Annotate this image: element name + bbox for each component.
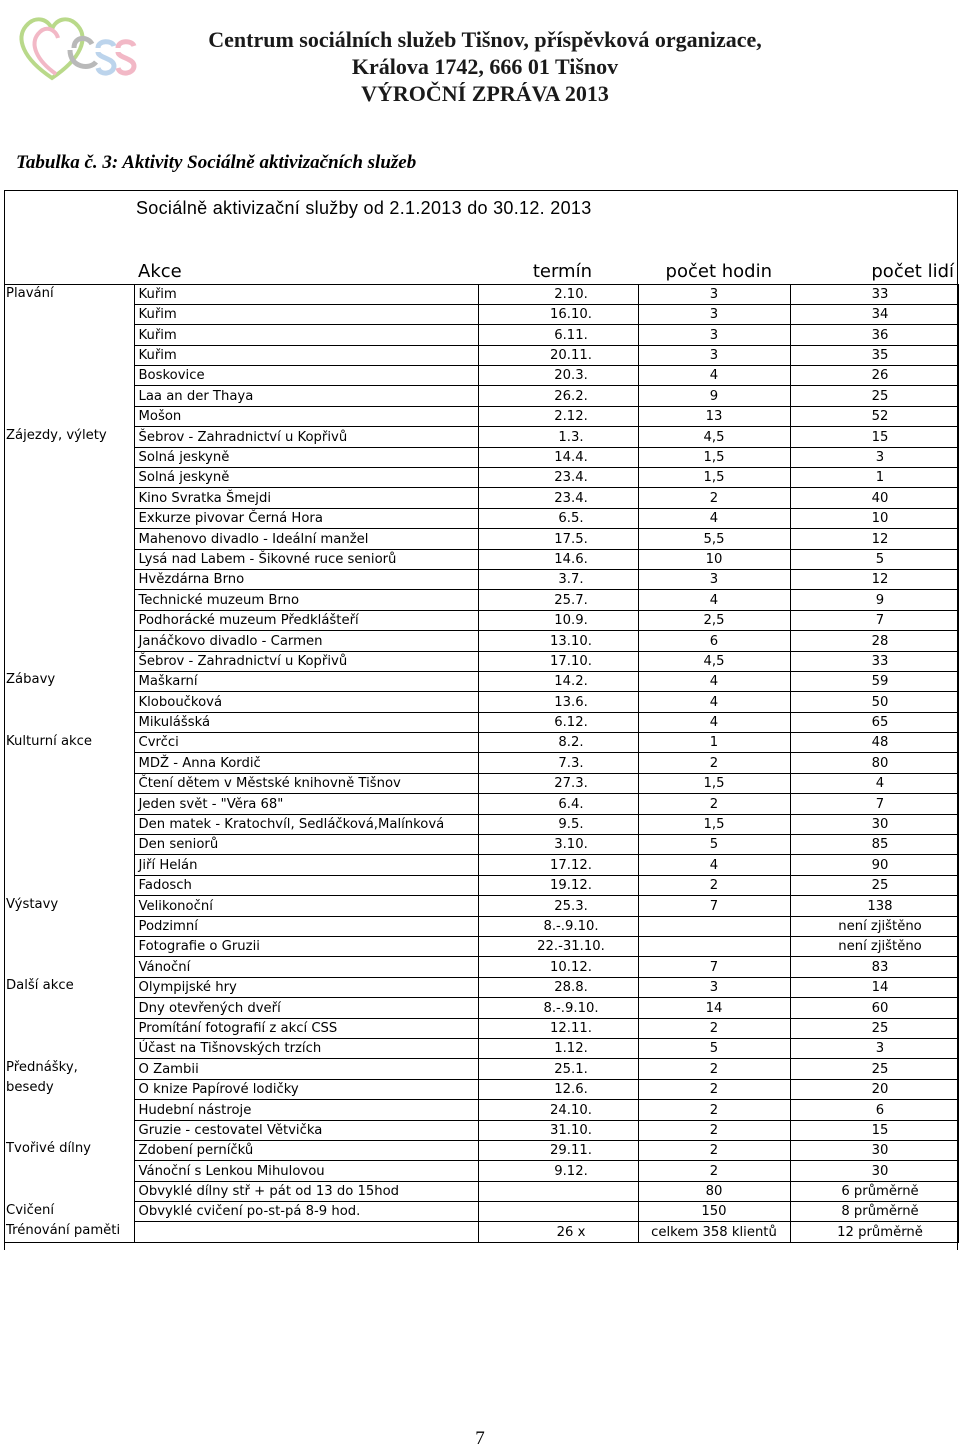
table-row xyxy=(4,671,958,691)
people-cell: 8 průměrně xyxy=(790,1202,958,1222)
activity-cell: O knize Papírové lodičky xyxy=(134,1079,478,1099)
category-cell: Plavání xyxy=(6,285,54,301)
activity-cell: Kloboučková xyxy=(134,692,478,712)
activity-cell: Vánoční xyxy=(134,957,478,977)
people-cell: 9 xyxy=(790,590,958,610)
category-cell xyxy=(4,549,134,569)
hours-cell: 13 xyxy=(638,406,790,426)
activity-cell: Maškarní xyxy=(134,671,478,691)
hours-cell: celkem 358 klientů xyxy=(638,1222,790,1242)
activity-cell xyxy=(134,1222,478,1242)
table-row xyxy=(4,712,958,732)
table-row xyxy=(4,1079,958,1099)
table-row xyxy=(4,631,958,651)
people-cell: 12 xyxy=(790,529,958,549)
hours-cell: 10 xyxy=(638,549,790,569)
document-header xyxy=(140,26,830,107)
date-cell: 28.8. xyxy=(478,977,638,997)
hours-cell: 2 xyxy=(638,1140,790,1160)
people-cell: 59 xyxy=(790,671,958,691)
activity-cell: Hvězdárna Brno xyxy=(134,569,478,589)
table-row xyxy=(4,957,958,977)
table-body xyxy=(4,284,958,1242)
category-cell xyxy=(4,304,134,324)
activity-cell: Čtení dětem v Městské knihovně Tišnov xyxy=(134,773,478,793)
category-cell xyxy=(4,529,134,549)
category-cell xyxy=(4,1120,134,1140)
date-cell: 6.12. xyxy=(478,712,638,732)
table-row xyxy=(4,610,958,630)
table-row xyxy=(4,814,958,834)
date-cell: 13.10. xyxy=(478,631,638,651)
hours-cell: 3 xyxy=(638,284,790,304)
hours-cell: 4 xyxy=(638,855,790,875)
activity-cell: Hudební nástroje xyxy=(134,1100,478,1120)
table-caption: Tabulka č. 3: Aktivity Sociálně aktivizačních služeb xyxy=(16,152,417,173)
hours-cell: 4 xyxy=(638,671,790,691)
category-cell xyxy=(4,1038,134,1058)
table-row xyxy=(4,1100,958,1120)
hours-cell: 3 xyxy=(638,325,790,345)
activity-cell: Lysá nad Labem - Šikovné ruce seniorů xyxy=(134,549,478,569)
people-cell: 14 xyxy=(790,977,958,997)
date-cell: 27.3. xyxy=(478,773,638,793)
date-cell: 24.10. xyxy=(478,1100,638,1120)
table-row xyxy=(4,386,958,406)
people-cell: 1 xyxy=(790,468,958,488)
date-cell xyxy=(478,1181,638,1201)
table-row xyxy=(4,1120,958,1140)
category-cell xyxy=(4,1018,134,1038)
date-cell: 1.12. xyxy=(478,1038,638,1058)
activities-table xyxy=(4,259,959,1243)
hours-cell: 150 xyxy=(638,1202,790,1222)
date-cell: 25.1. xyxy=(478,1059,638,1079)
header-line-1: Centrum sociálních služeb Tišnov, příspěvková organizace, xyxy=(208,27,762,52)
category-cell: Přednášky, xyxy=(6,1059,78,1075)
hours-cell: 5 xyxy=(638,1038,790,1058)
activity-cell: Promítání fotografií z akcí CSS xyxy=(134,1018,478,1038)
table-row xyxy=(4,733,958,753)
table-row xyxy=(4,468,958,488)
date-cell: 14.6. xyxy=(478,549,638,569)
people-cell: 15 xyxy=(790,1120,958,1140)
people-cell: 138 xyxy=(790,896,958,916)
table-row xyxy=(4,569,958,589)
table-row xyxy=(4,855,958,875)
page-number: 7 xyxy=(475,1428,485,1446)
activity-cell: Mikulášská xyxy=(134,712,478,732)
table-row xyxy=(4,1202,958,1222)
table-row xyxy=(4,896,958,916)
activity-cell: Velikonoční xyxy=(134,896,478,916)
table-row xyxy=(4,508,958,528)
activity-cell: Solná jeskyně xyxy=(134,447,478,467)
table-row xyxy=(4,773,958,793)
activity-cell: Den matek - Kratochvíl, Sedláčková,Malínková xyxy=(134,814,478,834)
activity-cell: Kino Svratka Šmejdi xyxy=(134,488,478,508)
table-title: Sociálně aktivizační služby od 2.1.2013 do 30.12. 2013 xyxy=(136,198,592,218)
hours-cell: 14 xyxy=(638,998,790,1018)
hours-cell: 7 xyxy=(638,957,790,977)
hours-cell: 2 xyxy=(638,1161,790,1181)
people-cell: 65 xyxy=(790,712,958,732)
people-cell: 26 xyxy=(790,366,958,386)
people-cell: 52 xyxy=(790,406,958,426)
hours-cell: 4,5 xyxy=(638,651,790,671)
table-header-row xyxy=(4,259,958,284)
date-cell: 8.-.9.10. xyxy=(478,916,638,936)
category-cell: Trénování paměti xyxy=(4,1222,134,1242)
hours-cell: 3 xyxy=(638,569,790,589)
people-cell: 80 xyxy=(790,753,958,773)
hours-cell: 4 xyxy=(638,590,790,610)
category-cell xyxy=(4,386,134,406)
people-cell: není zjištěno xyxy=(790,916,958,936)
table-row xyxy=(4,1161,958,1181)
category-cell xyxy=(4,692,134,712)
table-row xyxy=(4,651,958,671)
category-cell xyxy=(4,406,134,426)
hours-cell: 2 xyxy=(638,1079,790,1099)
header-pocet-hodin: počet hodin xyxy=(638,259,790,284)
category-cell xyxy=(4,998,134,1018)
activity-cell: Jeden svět - "Věra 68" xyxy=(134,794,478,814)
hours-cell: 3 xyxy=(638,345,790,365)
hours-cell: 4 xyxy=(638,508,790,528)
table-row xyxy=(4,284,958,304)
category-cell xyxy=(4,753,134,773)
activity-cell: Podzimní xyxy=(134,916,478,936)
people-cell: 60 xyxy=(790,998,958,1018)
hours-cell: 1 xyxy=(638,733,790,753)
hours-cell: 5,5 xyxy=(638,529,790,549)
people-cell: 34 xyxy=(790,304,958,324)
activity-cell: Fadosch xyxy=(134,875,478,895)
people-cell: 25 xyxy=(790,1059,958,1079)
activity-cell: Účast na Tišnovských trzích xyxy=(134,1038,478,1058)
table-row xyxy=(4,488,958,508)
date-cell xyxy=(478,1202,638,1222)
people-cell: 28 xyxy=(790,631,958,651)
activity-cell: Kuřim xyxy=(134,345,478,365)
table-row xyxy=(4,998,958,1018)
table-row xyxy=(4,590,958,610)
people-cell: 85 xyxy=(790,835,958,855)
category-cell xyxy=(4,937,134,957)
hours-cell: 2 xyxy=(638,1059,790,1079)
table-row xyxy=(4,1059,958,1079)
category-cell xyxy=(4,325,134,345)
category-cell xyxy=(4,508,134,528)
hours-cell: 2 xyxy=(638,1120,790,1140)
table-row xyxy=(4,304,958,324)
activity-cell: Laa an der Thaya xyxy=(134,386,478,406)
hours-cell: 9 xyxy=(638,386,790,406)
people-cell: 6 xyxy=(790,1100,958,1120)
table-row xyxy=(4,692,958,712)
people-cell: 30 xyxy=(790,1161,958,1181)
activity-cell: Podhorácké muzeum Předklášteří xyxy=(134,610,478,630)
activity-cell: Fotografie o Gruzii xyxy=(134,937,478,957)
category-cell xyxy=(4,468,134,488)
date-cell: 20.3. xyxy=(478,366,638,386)
category-cell xyxy=(4,773,134,793)
table-row xyxy=(4,1181,958,1201)
date-cell: 8.2. xyxy=(478,733,638,753)
category-cell xyxy=(4,610,134,630)
category-cell xyxy=(4,814,134,834)
activity-cell: Dny otevřených dveří xyxy=(134,998,478,1018)
people-cell: není zjištěno xyxy=(790,937,958,957)
hours-cell: 2 xyxy=(638,753,790,773)
category-cell: Kulturní akce xyxy=(6,733,93,749)
category-cell xyxy=(4,957,134,977)
date-cell: 14.4. xyxy=(478,447,638,467)
activity-cell: Kuřim xyxy=(134,325,478,345)
table-row xyxy=(4,366,958,386)
date-cell: 6.11. xyxy=(478,325,638,345)
activity-cell: Zdobení perníčků xyxy=(134,1140,478,1160)
category-cell xyxy=(4,1100,134,1120)
people-cell: 3 xyxy=(790,1038,958,1058)
table-row xyxy=(4,1222,958,1242)
activity-cell: Cvrčci xyxy=(134,733,478,753)
category-cell xyxy=(4,590,134,610)
people-cell: 33 xyxy=(790,651,958,671)
table-row xyxy=(4,835,958,855)
date-cell: 12.6. xyxy=(478,1079,638,1099)
activity-cell: Olympijské hry xyxy=(134,977,478,997)
date-cell: 3.10. xyxy=(478,835,638,855)
hours-cell: 1,5 xyxy=(638,814,790,834)
category-cell xyxy=(4,1181,134,1201)
activity-cell: Obvyklé dílny stř + pát od 13 do 15hod xyxy=(134,1181,478,1201)
hours-cell: 1,5 xyxy=(638,468,790,488)
activity-cell: Janáčkovo divadlo - Carmen xyxy=(134,631,478,651)
people-cell: 90 xyxy=(790,855,958,875)
category-cell: Výstavy xyxy=(6,896,59,912)
table-row xyxy=(4,345,958,365)
date-cell: 23.4. xyxy=(478,488,638,508)
date-cell: 10.9. xyxy=(478,610,638,630)
category-cell xyxy=(4,1161,134,1181)
header-akce: Akce xyxy=(134,259,478,284)
date-cell: 9.5. xyxy=(478,814,638,834)
table-row xyxy=(4,753,958,773)
date-cell: 6.5. xyxy=(478,508,638,528)
hours-cell: 4,5 xyxy=(638,427,790,447)
date-cell: 8.-.9.10. xyxy=(478,998,638,1018)
date-cell: 25.3. xyxy=(478,896,638,916)
activity-cell: Jiří Helán xyxy=(134,855,478,875)
category-cell xyxy=(4,366,134,386)
table-row xyxy=(4,447,958,467)
date-cell: 2.12. xyxy=(478,406,638,426)
category-cell xyxy=(4,916,134,936)
activity-cell: Technické muzeum Brno xyxy=(134,590,478,610)
hours-cell: 4 xyxy=(638,712,790,732)
date-cell: 1.3. xyxy=(478,427,638,447)
date-cell: 17.12. xyxy=(478,855,638,875)
date-cell: 20.11. xyxy=(478,345,638,365)
table-row xyxy=(4,1140,958,1160)
table-row xyxy=(4,875,958,895)
category-cell xyxy=(4,651,134,671)
people-cell: 83 xyxy=(790,957,958,977)
date-cell: 25.7. xyxy=(478,590,638,610)
date-cell: 14.2. xyxy=(478,671,638,691)
people-cell: 6 průměrně xyxy=(790,1181,958,1201)
people-cell: 3 xyxy=(790,447,958,467)
people-cell: 30 xyxy=(790,1140,958,1160)
table-row xyxy=(4,916,958,936)
category-cell xyxy=(4,345,134,365)
hours-cell: 3 xyxy=(638,977,790,997)
hours-cell: 2 xyxy=(638,794,790,814)
activity-cell: Šebrov - Zahradnictví u Kopřivů xyxy=(134,651,478,671)
activity-cell: MDŽ - Anna Kordič xyxy=(134,753,478,773)
activity-cell: Šebrov - Zahradnictví u Kopřivů xyxy=(134,427,478,447)
hours-cell: 2 xyxy=(638,488,790,508)
people-cell: 48 xyxy=(790,733,958,753)
category-cell: Cvičení xyxy=(6,1202,55,1218)
category-cell: Zájezdy, výlety xyxy=(6,427,107,443)
category-cell xyxy=(4,875,134,895)
category-cell xyxy=(4,569,134,589)
table-row xyxy=(4,325,958,345)
header-termin: termín xyxy=(478,259,638,284)
hours-cell xyxy=(638,916,790,936)
date-cell: 17.5. xyxy=(478,529,638,549)
date-cell: 9.12. xyxy=(478,1161,638,1181)
category-cell xyxy=(4,794,134,814)
header-category xyxy=(4,259,134,284)
date-cell: 2.10. xyxy=(478,284,638,304)
hours-cell: 4 xyxy=(638,366,790,386)
date-cell: 16.10. xyxy=(478,304,638,324)
date-cell: 22.-31.10. xyxy=(478,937,638,957)
css-logo xyxy=(12,8,142,98)
hours-cell: 2,5 xyxy=(638,610,790,630)
category-cell xyxy=(4,712,134,732)
table-row xyxy=(4,427,958,447)
table-row xyxy=(4,1018,958,1038)
hours-cell: 2 xyxy=(638,1100,790,1120)
people-cell: 25 xyxy=(790,386,958,406)
header-line-3: VÝROČNÍ ZPRÁVA 2013 xyxy=(361,81,609,106)
category-cell xyxy=(4,835,134,855)
people-cell: 40 xyxy=(790,488,958,508)
activity-cell: Solná jeskyně xyxy=(134,468,478,488)
date-cell: 31.10. xyxy=(478,1120,638,1140)
category-cell xyxy=(4,631,134,651)
activity-cell: Gruzie - cestovatel Větvička xyxy=(134,1120,478,1140)
table-row xyxy=(4,406,958,426)
category-cell xyxy=(4,488,134,508)
header-line-2: Králova 1742, 666 01 Tišnov xyxy=(351,54,619,79)
activity-cell: Obvyklé cvičení po-st-pá 8-9 hod. xyxy=(134,1202,478,1222)
people-cell: 12 xyxy=(790,569,958,589)
activity-cell: Exkurze pivovar Černá Hora xyxy=(134,508,478,528)
date-cell: 29.11. xyxy=(478,1140,638,1160)
people-cell: 5 xyxy=(790,549,958,569)
activity-cell: Mošon xyxy=(134,406,478,426)
people-cell: 15 xyxy=(790,427,958,447)
date-cell: 13.6. xyxy=(478,692,638,712)
people-cell: 36 xyxy=(790,325,958,345)
activity-cell: Boskovice xyxy=(134,366,478,386)
date-cell: 10.12. xyxy=(478,957,638,977)
people-cell: 7 xyxy=(790,794,958,814)
activity-cell: Mahenovo divadlo - Ideální manžel xyxy=(134,529,478,549)
date-cell: 7.3. xyxy=(478,753,638,773)
people-cell: 25 xyxy=(790,875,958,895)
activity-cell: Kuřim xyxy=(134,284,478,304)
hours-cell: 6 xyxy=(638,631,790,651)
activity-cell: Den seniorů xyxy=(134,835,478,855)
hours-cell: 5 xyxy=(638,835,790,855)
hours-cell xyxy=(638,937,790,957)
category-cell: Další akce xyxy=(6,978,74,994)
hours-cell: 1,5 xyxy=(638,773,790,793)
date-cell: 12.11. xyxy=(478,1018,638,1038)
hours-cell: 3 xyxy=(638,304,790,324)
category-cell: besedy xyxy=(6,1080,54,1096)
people-cell: 4 xyxy=(790,773,958,793)
people-cell: 20 xyxy=(790,1079,958,1099)
people-cell: 50 xyxy=(790,692,958,712)
people-cell: 30 xyxy=(790,814,958,834)
hours-cell: 7 xyxy=(638,896,790,916)
people-cell: 33 xyxy=(790,284,958,304)
activity-cell: Vánoční s Lenkou Mihulovou xyxy=(134,1161,478,1181)
date-cell: 23.4. xyxy=(478,468,638,488)
category-cell: Zábavy xyxy=(6,672,56,688)
date-cell: 3.7. xyxy=(478,569,638,589)
date-cell: 6.4. xyxy=(478,794,638,814)
table-row xyxy=(4,937,958,957)
hours-cell: 2 xyxy=(638,1018,790,1038)
hours-cell: 80 xyxy=(638,1181,790,1201)
hours-cell: 4 xyxy=(638,692,790,712)
date-cell: 26.2. xyxy=(478,386,638,406)
people-cell: 25 xyxy=(790,1018,958,1038)
header-pocet-lidi: počet lidí xyxy=(790,259,958,284)
table-row xyxy=(4,977,958,997)
people-cell: 12 průměrně xyxy=(790,1222,958,1242)
table-row xyxy=(4,529,958,549)
people-cell: 35 xyxy=(790,345,958,365)
category-cell xyxy=(4,855,134,875)
category-cell xyxy=(4,447,134,467)
date-cell: 19.12. xyxy=(478,875,638,895)
date-cell: 17.10. xyxy=(478,651,638,671)
hours-cell: 2 xyxy=(638,875,790,895)
table-row xyxy=(4,549,958,569)
date-cell: 26 x xyxy=(478,1222,638,1242)
table-row xyxy=(4,794,958,814)
category-cell: Tvořivé dílny xyxy=(6,1141,91,1157)
table-row xyxy=(4,1038,958,1058)
people-cell: 10 xyxy=(790,508,958,528)
people-cell: 7 xyxy=(790,610,958,630)
hours-cell: 1,5 xyxy=(638,447,790,467)
activity-cell: Kuřim xyxy=(134,304,478,324)
activity-cell: O Zambii xyxy=(134,1059,478,1079)
